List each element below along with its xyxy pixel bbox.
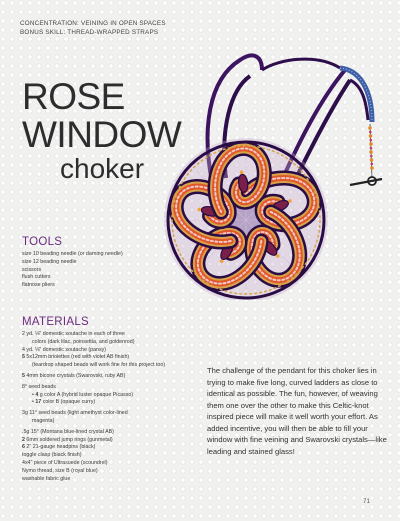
list-item: 2 6mm soldered jump rings (gunmetal) xyxy=(22,436,113,443)
list-item: scissors xyxy=(22,266,42,273)
list-subitem: • 4 g color A (hybrid luster opaque Picasso) xyxy=(32,391,134,398)
list-item: 4 yd. ⅛" domestic soutache (pansy) xyxy=(22,346,107,353)
list-item: Nymo thread, size B (royal blue) xyxy=(22,467,98,474)
list-item: 6 2" 21-gauge headpins (black) xyxy=(22,444,96,451)
list-item: 5 4mm bicone crystals (Swarovski, ruby AB) xyxy=(22,372,126,379)
intro-paragraph: The challenge of the pendant for this choker lies in trying to make five long, curved ladders as close to identical as possible. The fun, however, of weaving them one over the other to make this Celtic-knot inspired piece will make it well worth your effort. As added incentive, you will then be able to fill your window with fine veining and Swarovski crystals—like leading and stained glass! xyxy=(207,366,387,456)
concentration-text: CONCENTRATION: VEINING IN OPEN SPACES xyxy=(20,20,166,27)
materials-heading: MATERIALS xyxy=(22,316,90,328)
page-number: 71 xyxy=(363,498,370,505)
title-line-1: ROSE xyxy=(22,76,125,117)
list-subitem: • 17 color B (opaque curry) xyxy=(32,399,96,406)
list-item: 3g 11° seed beads (light amethyst color-lined xyxy=(22,410,128,417)
list-item: toggle clasp (black finish) xyxy=(22,452,82,459)
title-line-3: choker xyxy=(60,153,145,184)
list-item: 8° seed beads xyxy=(22,383,56,390)
list-item: flush cutters xyxy=(22,274,51,281)
bonus-skill-text: BONUS SKILL: THREAD-WRAPPED STRAPS xyxy=(20,29,159,36)
list-item: .5g 15° (Montana blue-lined crystal AB) xyxy=(22,428,114,435)
list-item-continuation: magenta) xyxy=(32,417,55,424)
list-item: 4x4" piece of Ultrasuede (scoundrel) xyxy=(22,459,108,466)
choker-photo xyxy=(150,40,400,300)
title-line-2: WINDOW xyxy=(22,114,182,155)
list-item: size 12 beading needle xyxy=(22,258,77,265)
list-item-continuation: (teardrop shaped beads will work fine for this project too) xyxy=(32,362,166,369)
materials-list xyxy=(22,331,177,483)
list-item-continuation: colors (dark lilac, poinsettia, and goldenrod) xyxy=(32,338,135,345)
list-item: washable fabric glue xyxy=(22,475,71,482)
tools-heading: TOOLS xyxy=(22,236,63,248)
list-item: size 10 beading needle (or darning needle) xyxy=(22,251,123,257)
list-item: 2 yd. ⅛" domestic soutache in each of three xyxy=(22,331,125,337)
header-concentration xyxy=(20,19,166,37)
list-item: flatnose pliers xyxy=(22,282,55,289)
tools-list xyxy=(22,251,177,290)
list-item: 5 5x12mm briolettes (red with violet AB finish) xyxy=(22,354,130,361)
